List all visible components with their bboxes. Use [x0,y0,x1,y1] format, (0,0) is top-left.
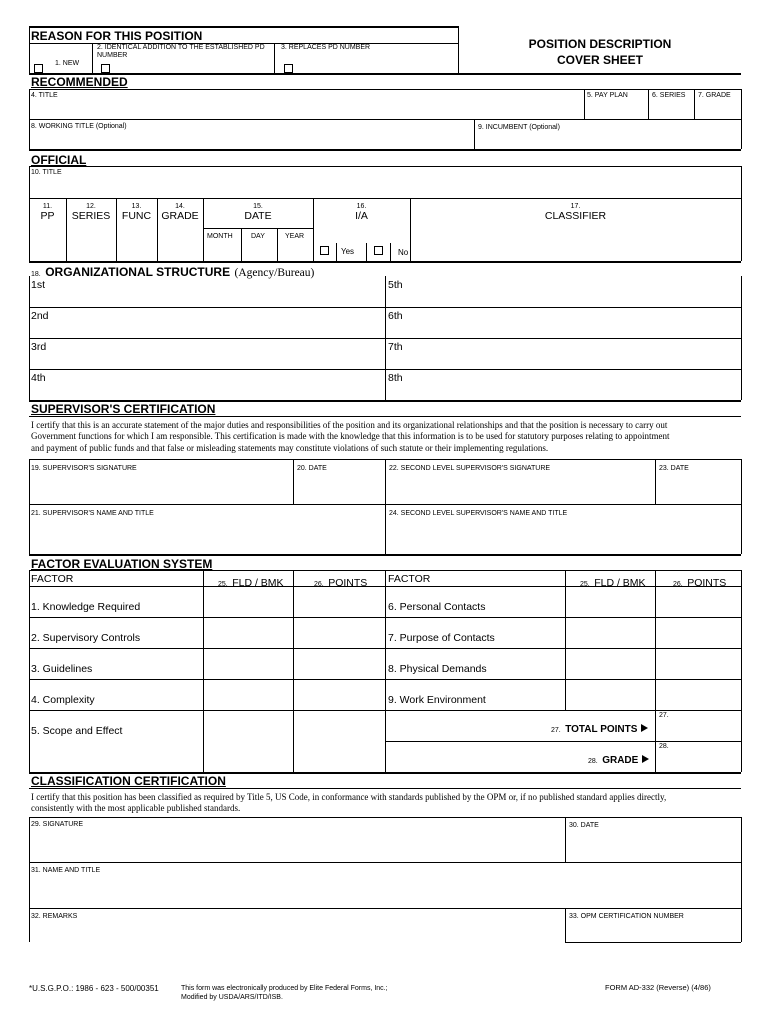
supervisor-statement-line-3: and payment of public funds and that false or misleading statements may constitute violations of such statute or their implementing regulations. [31,442,549,453]
recommended-right-rule [741,89,742,149]
series-divider [648,89,649,119]
pay-plan-divider [584,89,585,119]
working-title-label: 8. WORKING TITLE (Optional) [31,123,127,130]
org-heading [31,263,314,281]
date-num: 15. [253,203,263,210]
ia-yes-label: Yes [341,247,355,256]
points-header-left [314,573,367,591]
second-supervisor-name-label: 24. SECOND LEVEL SUPERVISOR'S NAME AND TITLE [389,510,568,517]
header-top-rule [29,26,458,28]
factor-5: 5. Scope and Effect [31,725,123,737]
fld-header-right [580,573,646,591]
classification-left-rule [29,817,30,942]
total-points-label [551,719,648,737]
gpo-imprint: *U.S.G.P.O.: 1986 - 623 - 500/00351 [29,984,159,993]
official-right-rule [741,166,742,261]
points-header-left-num: 26. [314,581,324,588]
ia-column [313,203,410,222]
grade-total-label [588,750,649,768]
factor-4: 4. Complexity [31,694,95,706]
factor-9: 9. Work Environment [388,694,486,706]
official-top-rule [29,149,741,151]
func-column [116,203,157,222]
org-row-rule-2 [29,338,741,339]
new-checkbox[interactable] [34,64,43,73]
sig-date-div [293,459,294,504]
points-header-right [673,573,726,591]
grade-divider [694,89,695,119]
supervisor-date-label: 20. DATE [297,465,327,472]
factor-header-left: FACTOR [31,573,74,585]
opm-certification-label: 33. OPM CERTIFICATION NUMBER [569,913,684,920]
working-title-rule [29,119,741,120]
classification-right-rule [741,817,742,942]
org-subtitle: (Agency/Bureau) [234,267,315,279]
series-num: 12. [86,203,96,210]
org-level-1st: 1st [31,279,46,291]
fld-header-left-num: 25. [218,581,228,588]
ia-no-checkbox[interactable] [374,246,383,255]
points-header-right-num: 26. [673,581,683,588]
ia-yes-div [336,243,337,261]
org-row-rule-3 [29,369,741,370]
day-label: DAY [251,233,265,240]
date-sub-rule [203,228,313,229]
fes-top-rule [29,554,741,556]
classification-rule [29,788,741,789]
org-level-8th: 8th [388,372,403,384]
sig2-date-div [655,459,656,504]
name31-rule [29,862,741,863]
supervisor-signature-label: 19. SUPERVISOR'S SIGNATURE [31,465,137,472]
classifier-column [410,203,741,222]
org-title: ORGANIZATIONAL STRUCTURE [45,265,231,279]
fld-header-left-text: FLD / BMK [232,577,284,589]
date-column [203,203,313,222]
reason-col-2 [274,43,275,73]
grade-total-text: GRADE [602,755,639,766]
recommended-rule [29,89,741,90]
factor-header-right: FACTOR [388,573,431,585]
org-level-4th: 4th [31,372,46,384]
pp-column [29,203,66,222]
date-label: DATE [244,210,272,222]
form-number: FORM AD-332 (Reverse) (4/86) [605,983,711,992]
reason-col-1 [92,43,93,73]
ia-no-label: No [398,248,409,257]
classifier-num: 17. [570,203,581,210]
second-supervisor-date-label: 23. DATE [659,465,689,472]
classifier-signature-label: 29. SIGNATURE [31,821,83,828]
supervisor-title: SUPERVISOR'S CERTIFICATION [31,402,216,416]
points-header-right-text: POINTS [687,577,727,589]
sig-center-div [385,459,386,554]
series-column [66,203,116,222]
arrow-right-icon [642,755,649,763]
producer-note-line-1: This form was electronically produced by Elite Federal Forms, Inc.; [181,985,388,992]
producer-note [181,984,388,1002]
recommended-title: RECOMMENDED [31,75,128,89]
points-header-left-text: POINTS [328,577,368,589]
official-title: OFFICIAL [31,153,87,167]
pay-plan-label: 5. PAY PLAN [587,92,628,99]
org-num: 18. [31,271,41,278]
series-label: 6. SERIES [652,92,686,99]
replaces-pd-checkbox[interactable] [284,64,293,73]
codes-rule [29,198,741,199]
ia-mid-div [366,243,367,261]
second-supervisor-signature-label: 22. SECOND LEVEL SUPERVISOR'S SIGNATURE [389,465,551,472]
series-col-label: SERIES [71,210,111,222]
supervisor-statement [31,420,743,454]
total-points-box-label: 27. [659,712,669,719]
form-title [460,36,740,68]
replaces-pd-label: 3. REPLACES PD NUMBER [281,44,371,51]
supervisor-rule [29,416,741,417]
opm-div [565,908,566,942]
official-rule [29,166,741,167]
producer-note-line-2: Modified by USDA/ARS/ITD/ISB. [181,994,283,1001]
date-sub-div-1 [241,228,242,261]
factor-7: 7. Purpose of Contacts [388,632,495,644]
grade-box-label: 28. [659,743,669,750]
org-level-7th: 7th [388,341,403,353]
official-title-10-label: 10. TITLE [31,169,62,176]
incumbent-label: 9. INCUMBENT (Optional) [478,124,560,131]
fes-row-rule-3 [29,679,741,680]
grade-num: 14. [175,203,185,210]
fes-col-points-left [293,570,294,772]
sig29-rule [29,817,741,818]
signature-left-rule [29,459,30,554]
fes-title: FACTOR EVALUATION SYSTEM [31,557,213,571]
fes-col-fld-right [565,570,566,710]
reason-title: REASON FOR THIS POSITION [31,29,203,43]
incumbent-divider [474,119,475,149]
total-points-text: TOTAL POINTS [565,724,638,735]
fes-left-rule [29,570,30,772]
classification-title: CLASSIFICATION CERTIFICATION [31,774,226,788]
supervisor-statement-line-1: I certify that this is an accurate statement of the major duties and responsibilities of the position and its organizational relationships and that the position is necessary to carry out [31,420,668,430]
factor-6: 6. Personal Contacts [388,601,486,613]
new-label: 1. NEW [55,60,80,67]
fes-row-rule-2 [29,648,741,649]
org-right-rule [741,276,742,400]
factor-8: 8. Physical Demands [388,663,487,675]
factor-1: 1. Knowledge Required [31,601,141,613]
header-left-rule [29,26,30,73]
total-points-num: 27. [551,727,561,734]
supervisor-statement-line-2: Government functions for which I am responsible. This certification is made with the knowledge that this information is to be used for statutory purposes relating to appointment [31,431,670,442]
func-label: FUNC [121,210,152,222]
arrow-right-icon [641,724,648,732]
org-level-5th: 5th [388,279,403,291]
factor-3: 3. Guidelines [31,663,93,675]
supervisor-name-label: 21. SUPERVISOR'S NAME AND TITLE [31,510,154,517]
func-num: 13. [131,203,142,210]
pp-num: 11. [42,203,53,210]
identical-addition-checkbox[interactable] [101,64,110,73]
year-label: YEAR [285,233,305,240]
grade-label: 7. GRADE [698,92,731,99]
signature-right-rule [741,459,742,554]
remarks-rule [29,908,741,909]
org-row-rule-1 [29,307,741,308]
grade-col-label: GRADE [161,210,199,222]
remarks-label: 32. REMARKS [31,913,78,920]
header-divider [458,26,459,73]
month-label: MONTH [207,233,233,240]
fes-row-rule-1 [29,617,741,618]
classifier-date-label: 30. DATE [569,822,599,829]
ia-num: 16. [356,203,367,210]
name-title-rule [29,504,741,505]
recommended-top-rule [29,73,741,75]
sig29-date-div [565,817,566,862]
grade-column [157,203,203,222]
ia-label: I/A [355,210,368,222]
ia-no-div [390,243,391,261]
fes-row-rule-4 [29,710,741,711]
fes-row-rule-0 [29,586,741,587]
factor-2: 2. Supervisory Controls [31,632,141,644]
fld-header-right-num: 25. [580,581,590,588]
grade-total-num: 28. [588,758,598,765]
fes-right-rule [741,570,742,772]
form-title-line-1: POSITION DESCRIPTION [528,37,672,51]
org-level-2nd: 2nd [31,310,49,322]
classification-statement-line-2: consistently with the most applicable published standards. [31,803,241,814]
fes-total-rule [385,741,741,742]
form-title-line-2: COVER SHEET [556,53,643,67]
classification-statement-line-1: I certify that this position has been classified as required by Title 5, US Code, in conformance with standards published by the OPM or, if no published standard applies directly, [31,792,667,802]
classifier-label: CLASSIFIER [544,210,607,222]
fes-col-fld-left [203,570,204,772]
title-4-field[interactable] [31,100,581,118]
fld-header-left [218,573,284,591]
org-level-6th: 6th [388,310,403,322]
opm-bottom-rule [565,942,741,943]
pp-label: PP [40,210,55,222]
classification-statement [31,792,743,815]
classifier-name-label: 31. NAME AND TITLE [31,867,101,874]
org-level-3rd: 3rd [31,341,47,353]
identical-addition-label: 2. IDENTICAL ADDITION TO THE ESTABLISHED PD NUMBER [97,44,265,59]
fld-header-right-text: FLD / BMK [594,577,646,589]
date-sub-div-2 [277,228,278,261]
title-4-label: 4. TITLE [31,92,58,99]
ia-yes-checkbox[interactable] [320,246,329,255]
